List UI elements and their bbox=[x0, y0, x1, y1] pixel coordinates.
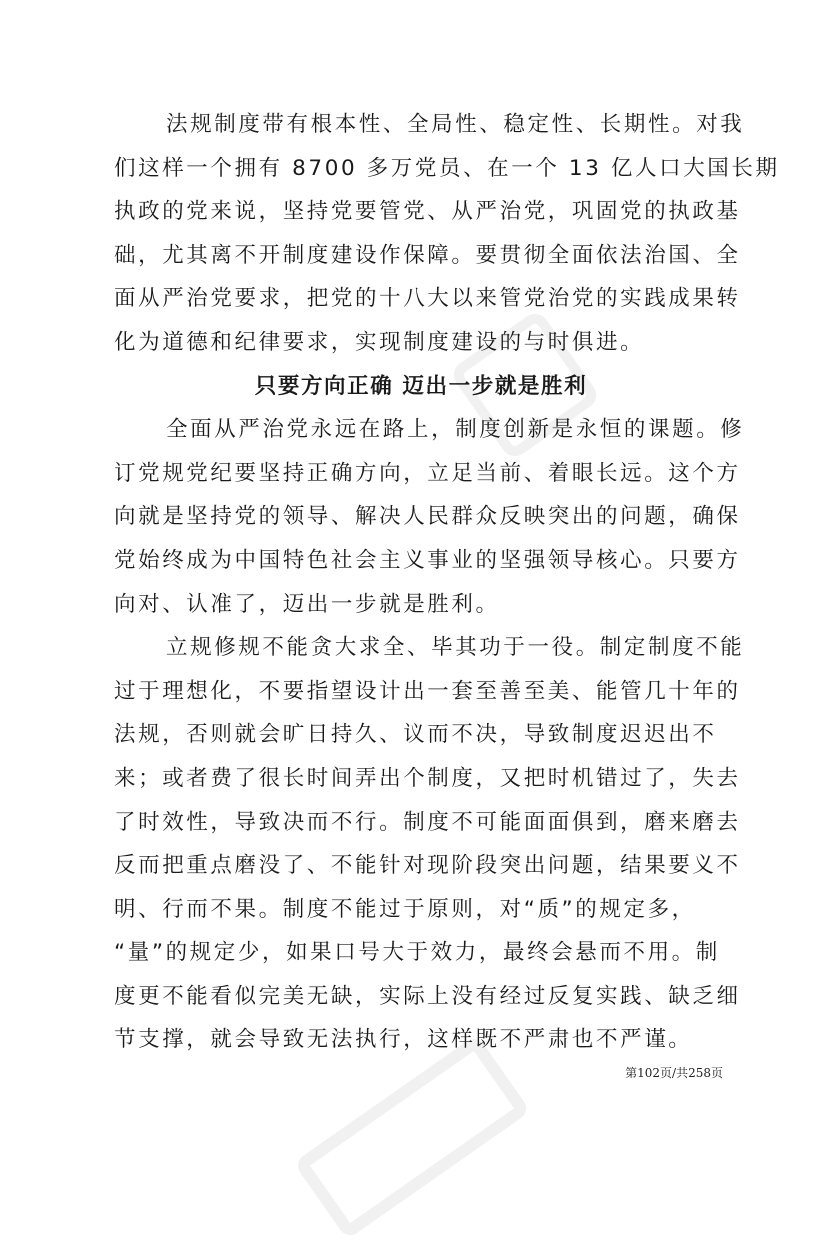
text-line: 立规修规不能贪大求全、毕其功于一役。制定制度不能 bbox=[166, 635, 745, 661]
text-line: 反而把重点磨没了、不能针对现阶段突出问题，结果要义不 bbox=[114, 853, 741, 879]
paragraph-1 bbox=[114, 103, 780, 365]
text-line: 面从严治党要求，把党的十八大以来管党治党的实践成果转 bbox=[114, 286, 741, 312]
text-line: 法规，否则就会旷日持久、议而不决，导致制度迟迟出不 bbox=[114, 722, 717, 748]
text-line: 向对、认准了，迈出一步就是胜利。 bbox=[114, 591, 500, 617]
text-line: 法规制度带有根本性、全局性、稳定性、长期性。对我 bbox=[166, 112, 745, 137]
text-line: 党始终成为中国特色社会主义事业的坚强领导核心。只要方 bbox=[114, 547, 741, 573]
page-number: 第102页/共258页 bbox=[625, 1066, 723, 1080]
text-line: 础，尤其离不开制度建设作保障。要贯彻全面依法治国、全 bbox=[114, 242, 741, 268]
document-body bbox=[114, 103, 780, 1062]
text-line: 了时效性，导致决而不行。制度不可能面面俱到，磨来磨去 bbox=[114, 809, 741, 835]
text-line: 过于理想化，不要指望设计出一套至善至美、能管几十年的 bbox=[114, 678, 741, 704]
text-line: 们这样一个拥有 8700 多万党员、在一个 13 亿人口大国长期 bbox=[114, 155, 780, 181]
text-line: 节支撑，就会导致无法执行，这样既不严肃也不严谨。 bbox=[114, 1027, 693, 1053]
paragraph-2 bbox=[114, 408, 745, 626]
watermark-logo-lower bbox=[293, 1034, 530, 1239]
text-line: 全面从严治党永远在路上，制度创新是永恒的课题。修 bbox=[166, 417, 745, 443]
text-line: 明、行而不果。制度不能过于原则，对“质”的规定多， bbox=[114, 896, 696, 922]
text-line: 化为道德和纪律要求，实现制度建设的与时俱进。 bbox=[114, 329, 645, 355]
text-line: 订党规党纪要坚持正确方向，立足当前、着眼长远。这个方 bbox=[114, 460, 741, 486]
text-line: 来；或者费了很长时间弄出个制度，又把时机错过了，失去 bbox=[114, 765, 741, 791]
text-line: “量”的规定少，如果口号大于效力，最终会悬而不用。制 bbox=[114, 940, 720, 966]
paragraph-3 bbox=[114, 626, 745, 1062]
text-line: 度更不能看似完美无缺，实际上没有经过反复实践、缺乏细 bbox=[114, 983, 741, 1009]
text-line: 执政的党来说，坚持党要管党、从严治党，巩固党的执政基 bbox=[114, 199, 741, 225]
text-line: 向就是坚持党的领导、解决人民群众反映突出的问题，确保 bbox=[114, 504, 741, 530]
section-heading bbox=[114, 365, 716, 409]
section-heading-text: 只要方向正确 迈出一步就是胜利 bbox=[254, 373, 588, 399]
